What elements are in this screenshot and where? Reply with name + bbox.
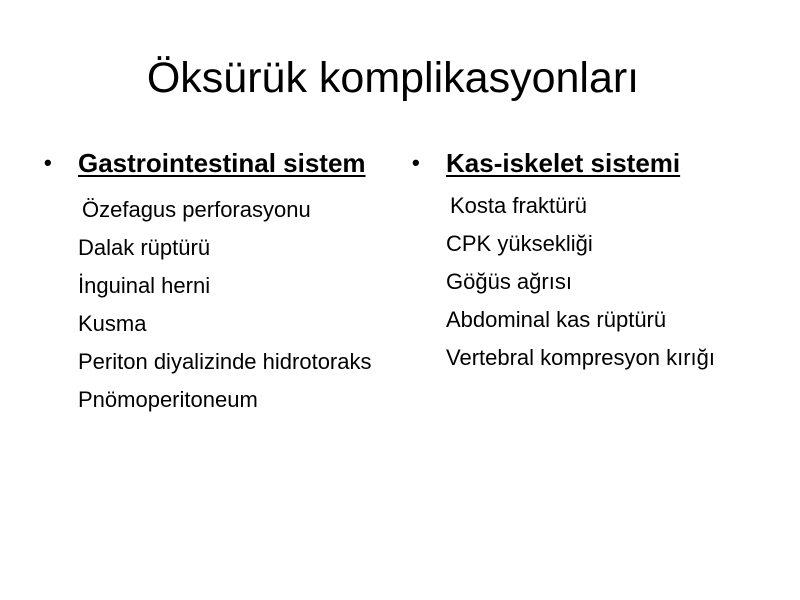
bullet-icon: • xyxy=(412,150,420,175)
list-item: Periton diyalizinde hidrotoraks xyxy=(78,349,372,374)
list-item: Özefagus perforasyonu xyxy=(82,197,311,222)
list-item: Kusma xyxy=(78,311,147,336)
list-item: Kosta fraktürü xyxy=(450,193,587,218)
left-column-heading xyxy=(44,146,384,180)
list-item: Göğüs ağrısı xyxy=(446,269,572,294)
list-item: Abdominal kas rüptürü xyxy=(446,307,667,332)
list-item: Vertebral kompresyon kırığı xyxy=(446,345,716,370)
right-heading-text: Kas-iskelet sistemi xyxy=(446,148,681,178)
bullet-icon: • xyxy=(44,150,52,175)
left-item-list xyxy=(44,196,384,414)
right-item-list xyxy=(412,192,752,372)
list-item: CPK yüksekliği xyxy=(446,231,593,256)
right-column-heading xyxy=(412,146,752,180)
list-item: Pnömoperitoneum xyxy=(78,387,258,412)
left-heading-text: Gastrointestinal sistem xyxy=(78,148,366,178)
list-item: İnguinal herni xyxy=(78,273,211,298)
right-column xyxy=(412,146,752,372)
left-column xyxy=(44,146,384,414)
slide-title: Öksürük komplikasyonları xyxy=(146,54,640,102)
list-item: Dalak rüptürü xyxy=(78,235,211,260)
